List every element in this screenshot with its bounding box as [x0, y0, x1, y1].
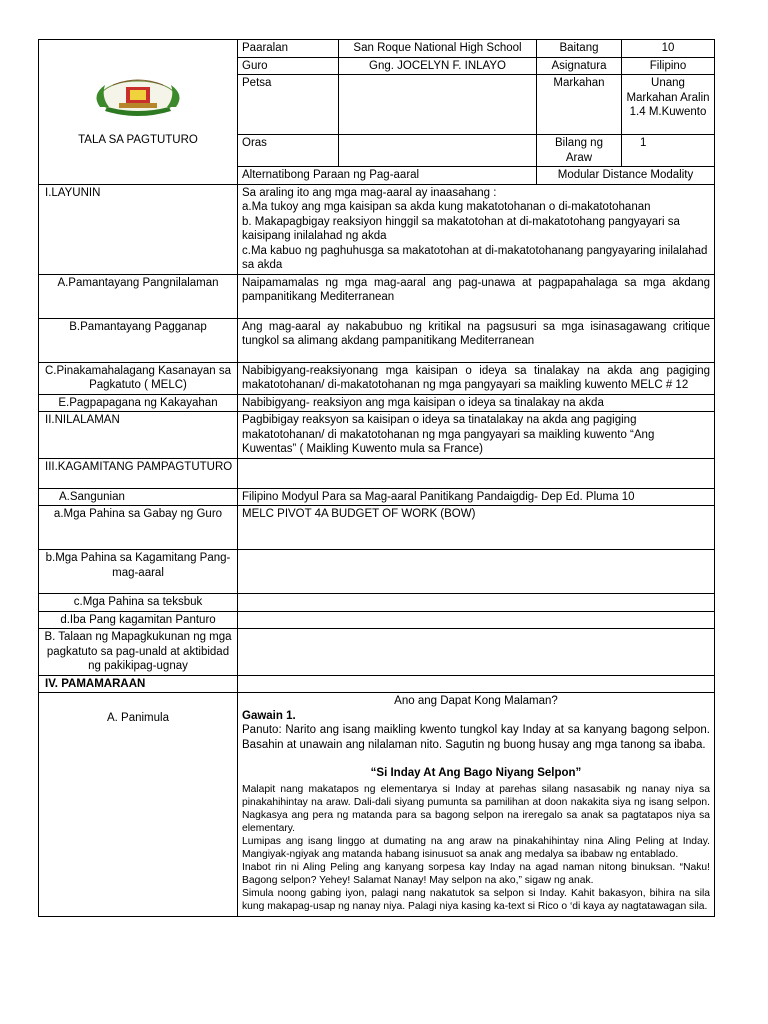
layunin-content [238, 184, 715, 274]
kagamitan-row [39, 458, 715, 488]
talaan-row [39, 629, 715, 676]
pagganap-row [39, 318, 715, 362]
sanggunian-value: Filipino Modyul Para sa Mag-aaral Panitikang Pandaigdig- Dep Ed. Pluma 10 [238, 488, 715, 506]
oras-label: Oras [238, 135, 339, 167]
gabay-label: a.Mga Pahina sa Gabay ng Guro [39, 506, 238, 550]
bilang-label: Bilang ng Araw [537, 135, 622, 167]
talaan-value [238, 629, 715, 676]
melc-label: C.Pinakamahalagang Kasanayan sa Pagkatuto ( MELC) [39, 362, 238, 394]
pagganap-label: B.Pamantayang Pagganap [39, 318, 238, 362]
gabay-row [39, 506, 715, 550]
kagamitan-mag-aaral-row [39, 550, 715, 594]
panimula-row [39, 693, 715, 917]
teksbuk-value [238, 594, 715, 612]
guro-value: Gng. JOCELYN F. INLAYO [339, 57, 537, 75]
pangnilalaman-value: Naipamamalas ng mga mag-aaral ang pag-unawa at pagpapahalaga sa mga akdang pampanitikang Mediterranean [238, 274, 715, 318]
baitang-label: Baitang [537, 40, 622, 58]
talaan-label: B. Talaan ng Mapagkukunan ng mga pagkatuto sa pag-unald at aktibidad ng pakikipag-ugnay [39, 629, 238, 676]
teksbuk-label: c.Mga Pahina sa teksbuk [39, 594, 238, 612]
guro-label: Guro [238, 57, 339, 75]
kagamitan-value [238, 458, 715, 488]
lesson-plan-table [38, 39, 715, 917]
school-seal-logo [83, 77, 193, 119]
pamamaraan-value [238, 675, 715, 693]
pamamaraan-row [39, 675, 715, 693]
nilalaman-row [39, 412, 715, 459]
iba-kagamitan-row [39, 611, 715, 629]
story-paragraph-3: Inabot rin ni Aling Peling ang kanyang sorpesa kay Inday na agad naman nitong binuksan. “Naku! Bagong selpon? Yehey! Salamat Nanay! May selpon na ako,” sigaw ng anak. [242, 861, 710, 886]
paaralan-label: Paaralan [238, 40, 339, 58]
paaralan-value: San Roque National High School [339, 40, 537, 58]
iba-kagamitan-value [238, 611, 715, 629]
layunin-item-b: b. Makapagbigay reaksiyon hinggil sa makatotohan at di-makatotohang pangyayari sa kaisipang inilalahad ng akda [242, 215, 680, 242]
petsa-value [339, 75, 537, 135]
kakayahan-row [39, 394, 715, 412]
story-title: “Si Inday At Ang Bago Niyang Selpon” [370, 767, 582, 779]
melc-value: Nabibigyang-reaksiyonang mga kaisipan o ideya sa tinalakay na akda ang pagiging makatotohanan/ di-makatotohanan ng mga pangyayari sa maikling kuwento MELC # 12 [238, 362, 715, 394]
alternatibo-label: Alternatibong Paraan ng Pag-aaral [238, 167, 537, 185]
alternatibo-value: Modular Distance Modality [537, 167, 715, 185]
markahan-value: Unang Markahan Aralin 1.4 M.Kuwento [622, 75, 715, 135]
pangnilalaman-label: A.Pamantayang Pangnilalaman [39, 274, 238, 318]
bilang-value: 1 [622, 135, 715, 167]
nilalaman-label: II.NILALAMAN [39, 412, 238, 459]
layunin-item-a: a.Ma tukoy ang mga kaisipan sa akda kung makatotohanan o di-makatotohanan [242, 201, 651, 213]
document-title: TALA SA PAGTUTURO [78, 133, 198, 146]
kakayahan-value: Nabibigyang- reaksiyon ang mga kaisipan o ideya sa tinalakay na akda [238, 394, 715, 412]
kagamitan-mag-aaral-label: b.Mga Pahina sa Kagamitang Pang-mag-aaral [39, 550, 238, 594]
story-body [242, 783, 710, 913]
kagamitan-mag-aaral-value [238, 550, 715, 594]
story-paragraph-4: Simula noong gabing iyon, palagi nang nakatutok sa selpon si Inday. Kahit bakasyon, bihira na sila kung makapag-usap ng nanay niya. Palagi niya kasing ka-text si Rico o ‘di kaya ay nagtatawagan sila. [242, 887, 710, 912]
pamamaraan-label: IV. PAMAMARAAN [39, 675, 238, 693]
panuto-text: Panuto: Narito ang isang maikling kwento tungkol kay Inday at sa kanyang bagong selpon. Basahin at unawain ang nilalaman nito. Sagutin ng buong husay ang mga tanong sa ibaba. [242, 724, 710, 751]
layunin-item-c: c.Ma kabuo ng paghuhusga sa makatotohan at di-makatotohanang pangyayaring inilalahad sa akda [242, 244, 708, 271]
petsa-label: Petsa [238, 75, 339, 135]
pangnilalaman-row [39, 274, 715, 318]
kakayahan-label: E.Pagpapagana ng Kakayahan [39, 394, 238, 412]
layunin-label: I.LAYUNIN [39, 184, 238, 274]
iba-kagamitan-label: d.Iba Pang kagamitan Panturo [39, 611, 238, 629]
baitang-value: 10 [622, 40, 715, 58]
pamamaraan-heading: Ano ang Dapat Kong Malaman? [394, 695, 558, 707]
gawain-label: Gawain 1. [242, 709, 296, 722]
sanggunian-label: A.Sangunian [39, 488, 238, 506]
asignatura-label: Asignatura [537, 57, 622, 75]
teksbuk-row [39, 594, 715, 612]
markahan-label: Markahan [537, 75, 622, 135]
panimula-content [238, 693, 715, 917]
asignatura-value: Filipino [622, 57, 715, 75]
lesson-plan-page [38, 39, 714, 917]
header-row-paaralan [39, 40, 715, 58]
nilalaman-value: Pagbibigay reaksyon sa kaisipan o ideya sa tinatalakay na akda ang pagiging makatotohanan/ di makatotohanan ng mga pangyayari sa maikling kuwento “Ang Kuwentas” ( Maikling Kuwento mula sa France) [238, 412, 715, 459]
gabay-value: MELC PIVOT 4A BUDGET OF WORK (BOW) [238, 506, 715, 550]
sanggunian-row [39, 488, 715, 506]
layunin-intro: Sa araling ito ang mga mag-aaral ay inaasahang : [242, 186, 497, 199]
layunin-row [39, 184, 715, 274]
kagamitan-label: III.KAGAMITANG PAMPAGTUTURO [39, 458, 238, 488]
melc-row [39, 362, 715, 394]
panimula-label: A. Panimula [39, 693, 238, 917]
pagganap-value: Ang mag-aaral ay nakabubuo ng kritikal na pagsusuri sa mga isinasagawang critique tungkol sa alimang akdang pampanitikang Mediterranean [238, 318, 715, 362]
oras-value [339, 135, 537, 167]
header-logo-cell [39, 40, 238, 185]
story-paragraph-2: Lumipas ang isang linggo at dumating na ang araw na pinakahihintay nina Aling Peling at Inday. Mangiyak-ngiyak ang matanda habang isinusuot sa anak ang medalya sa ibabaw ng entablado. [242, 835, 710, 860]
story-paragraph-1: Malapit nang makatapos ng elementarya si Inday at parehas silang nasasabik ng nanay niya sa pinakahihintay na araw. Dali-dali siyang pumunta sa pamilihan at doon nakakita siya ng isang selpon. Nagkasya ang pera ng matanda para sa bagong selpon na ireregalo sa anak sa pagtatapos niya sa elementary. [242, 783, 710, 834]
